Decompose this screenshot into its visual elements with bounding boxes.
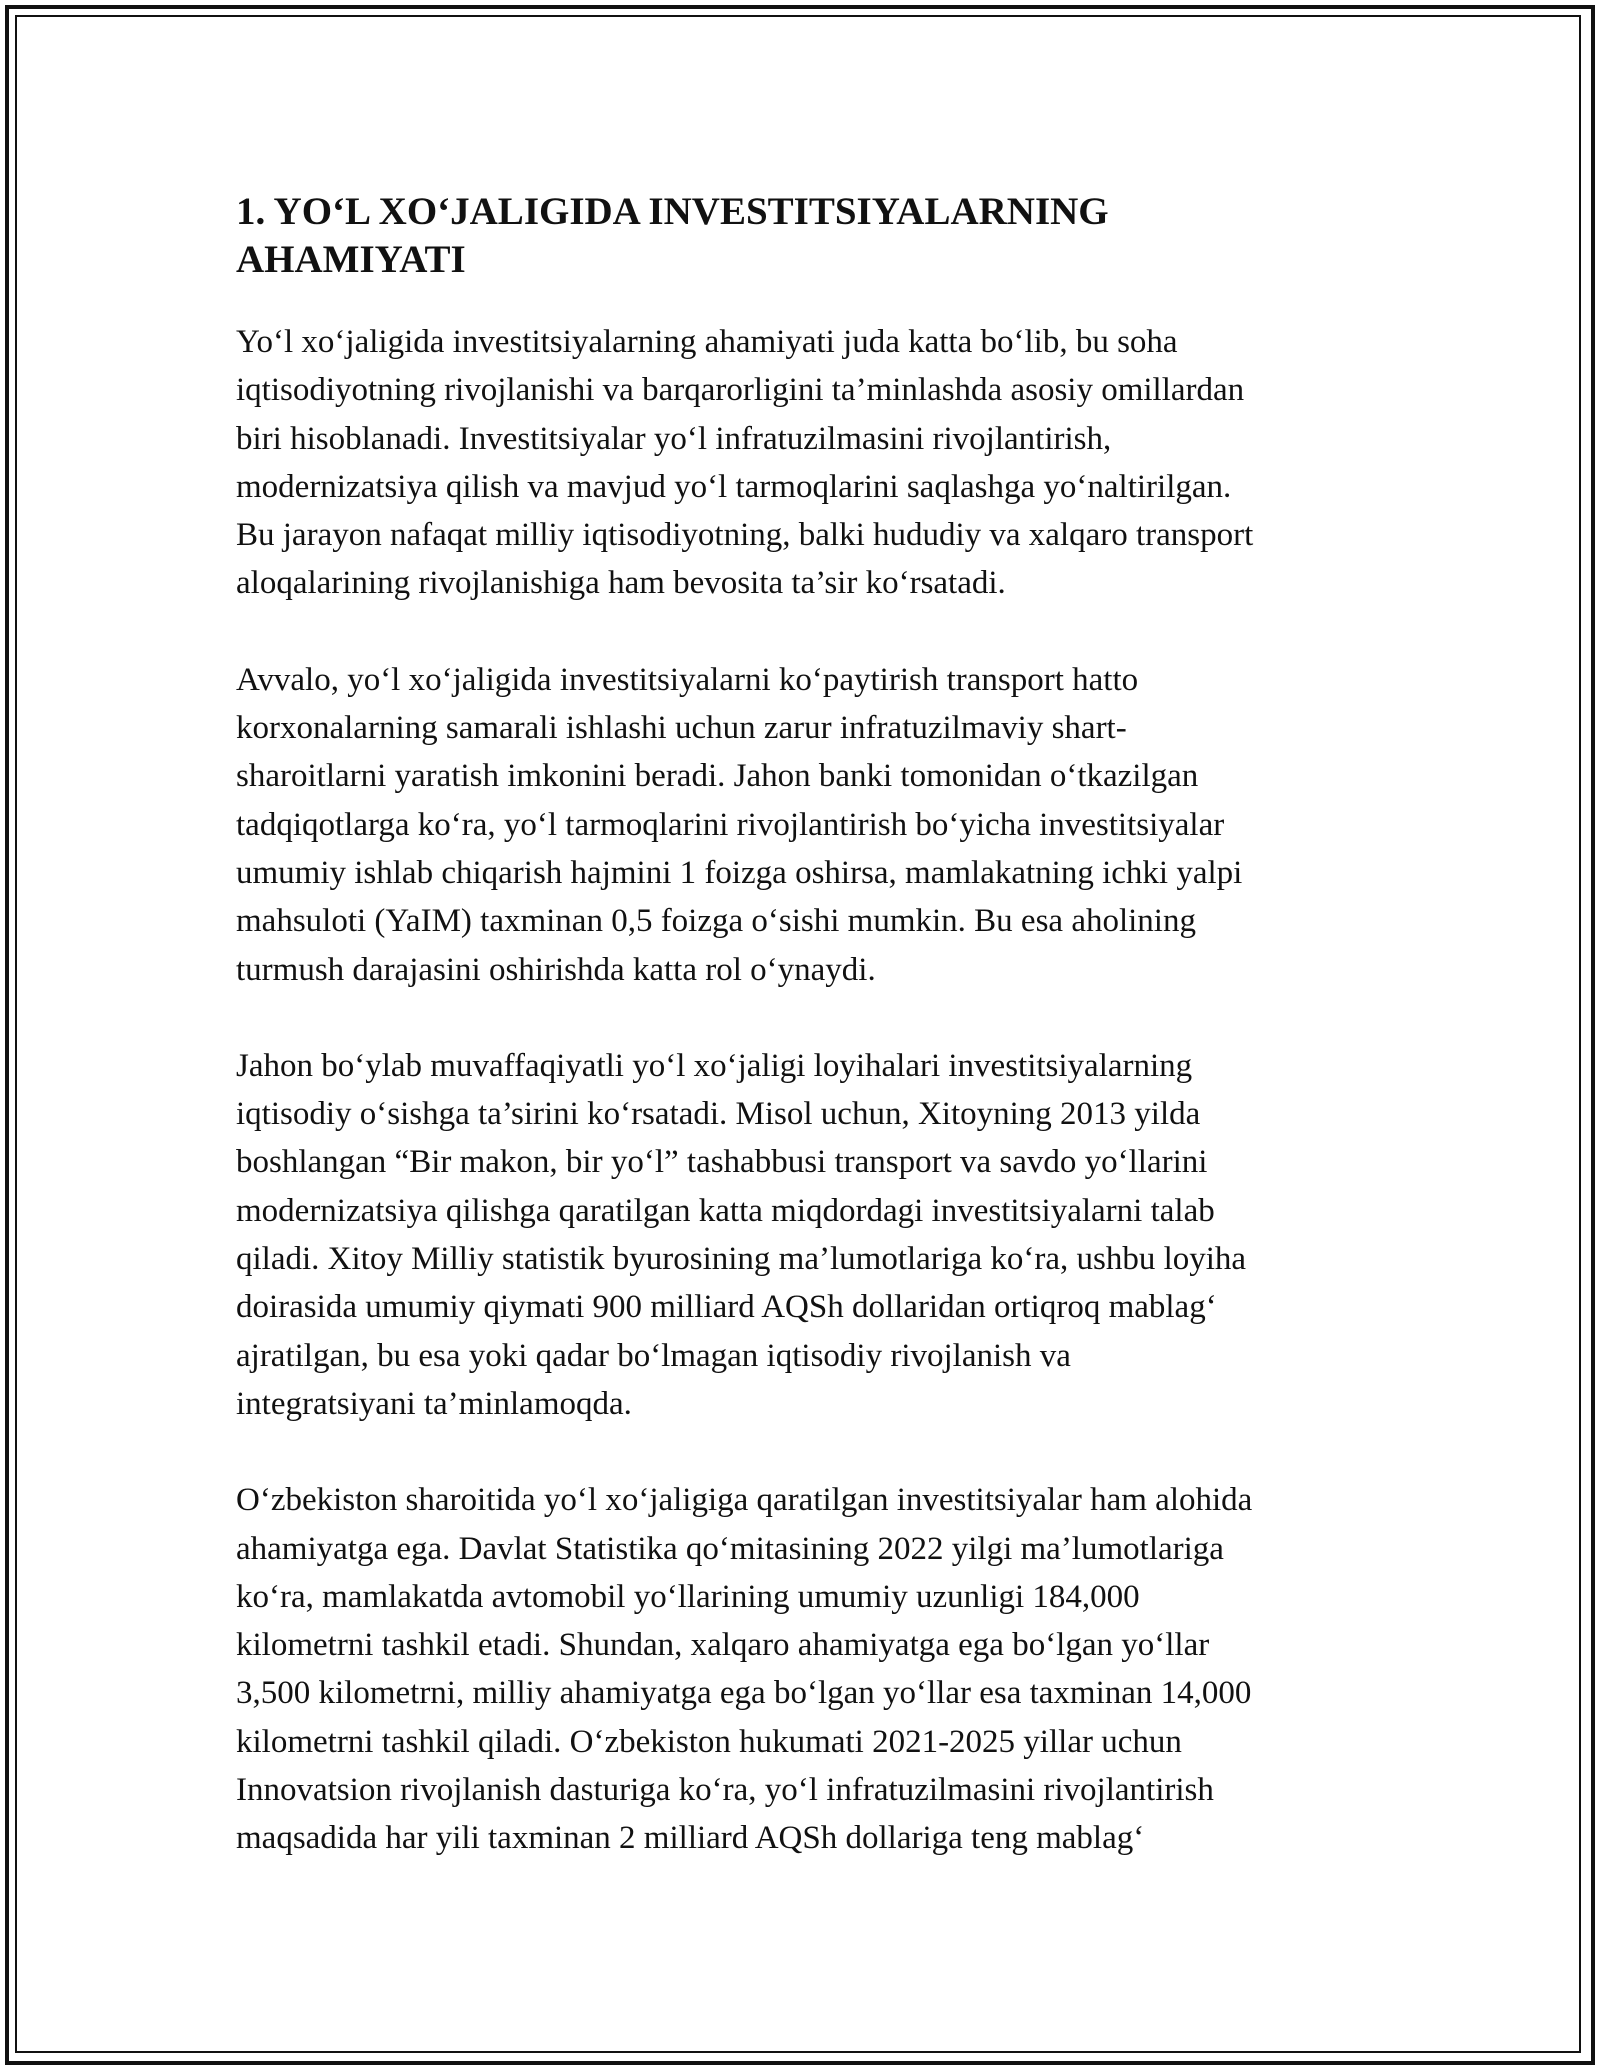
text-line: Innovatsion rivojlanish dasturiga ko‘ra, yo‘l infratuzilmasini rivojlantirish [236,1772,1214,1809]
heading-line: AHAMIYATI [236,238,466,281]
text-line: qiladi. Xitoy Milliy statistik byurosining ma’lumotlariga ko‘ra, ushbu loyiha [236,1241,1247,1278]
paragraph-2 [236,656,1376,994]
text-line: modernizatsiya qilish va mavjud yo‘l tarmoqlarini saqlashga yo‘naltirilgan. [236,468,1232,505]
text-line: iqtisodiyotning rivojlanishi va barqarorligini ta’minlashda asosiy omillardan [236,372,1245,409]
text-line: mahsuloti (YaIM) taxminan 0,5 foizga o‘sishi mumkin. Bu esa aholining [236,903,1196,940]
heading-line: 1. YO‘L XO‘JALIGIDA INVESTITSIYALARNING [236,190,1109,233]
text-line: kilometrni tashkil qiladi. O‘zbekiston hukumati 2021-2025 yillar uchun [236,1723,1182,1760]
text-line: ko‘ra, mamlakatda avtomobil yo‘llarining umumiy uzunligi 184,000 [236,1578,1140,1615]
text-line: sharoitlarni yaratish imkonini beradi. Jahon banki tomonidan o‘tkazilgan [236,758,1199,795]
text-line: Avvalo, yo‘l xo‘jaligida investitsiyalarni ko‘paytirish transport hatto [236,661,1139,698]
text-line: umumiy ishlab chiqarish hajmini 1 foizga oshirsa, mamlakatning ichki yalpi [236,854,1243,891]
text-line: maqsadida har yili taxminan 2 milliard AQSh dollariga teng mablag‘ [236,1820,1145,1857]
text-line: kilometrni tashkil etadi. Shundan, xalqaro ahamiyatga ega bo‘lgan yo‘llar [236,1627,1210,1664]
text-line: modernizatsiya qilishga qaratilgan katta miqdordagi investitsiyalarni talab [236,1192,1215,1229]
document-body [236,188,1376,1911]
text-line: tadqiqotlarga ko‘ra, yo‘l tarmoqlarini rivojlantirish bo‘yicha investitsiyalar [236,806,1225,843]
text-line: ahamiyatga ega. Davlat Statistika qo‘mitasining 2022 yilgi ma’lumotlariga [236,1530,1224,1567]
paragraph-4 [236,1476,1376,1862]
text-line: biri hisoblanadi. Investitsiyalar yo‘l infratuzilmasini rivojlantirish, [236,420,1112,457]
text-line: ajratilgan, bu esa yoki qadar bo‘lmagan iqtisodiy rivojlanish va [236,1337,1071,1374]
paragraph-3 [236,1042,1376,1428]
text-line: doirasida umumiy qiymati 900 milliard AQSh dollaridan ortiqroq mablag‘ [236,1289,1217,1326]
text-line: 3,500 kilometrni, milliy ahamiyatga ega bo‘lgan yo‘llar esa taxminan 14,000 [236,1675,1252,1712]
text-line: integratsiyani ta’minlamoqda. [236,1385,632,1422]
text-line: aloqalarining rivojlanishiga ham bevosita ta’sir ko‘rsatadi. [236,565,1006,602]
text-line: Bu jarayon nafaqat milliy iqtisodiyotning, balki hududiy va xalqaro transport [236,517,1254,554]
paragraph-1 [236,318,1376,608]
text-line: boshlangan “Bir makon, bir yo‘l” tashabbusi transport va savdo yo‘llarini [236,1144,1208,1181]
section-heading [236,188,1376,284]
text-line: iqtisodiy o‘sishga ta’sirini ko‘rsatadi. Misol uchun, Xitoyning 2013 yilda [236,1096,1201,1133]
text-line: turmush darajasini oshirishda katta rol o‘ynaydi. [236,951,876,988]
text-line: Yo‘l xo‘jaligida investitsiyalarning ahamiyati juda katta bo‘lib, bu soha [236,324,1178,360]
text-line: korxonalarning samarali ishlashi uchun zarur infratuzilmaviy shart- [236,710,1127,747]
text-line: O‘zbekiston sharoitida yo‘l xo‘jaligiga qaratilgan investitsiyalar ham alohida [236,1482,1253,1519]
text-line: Jahon bo‘ylab muvaffaqiyatli yo‘l xo‘jaligi loyihalari investitsiyalarning [236,1047,1193,1084]
